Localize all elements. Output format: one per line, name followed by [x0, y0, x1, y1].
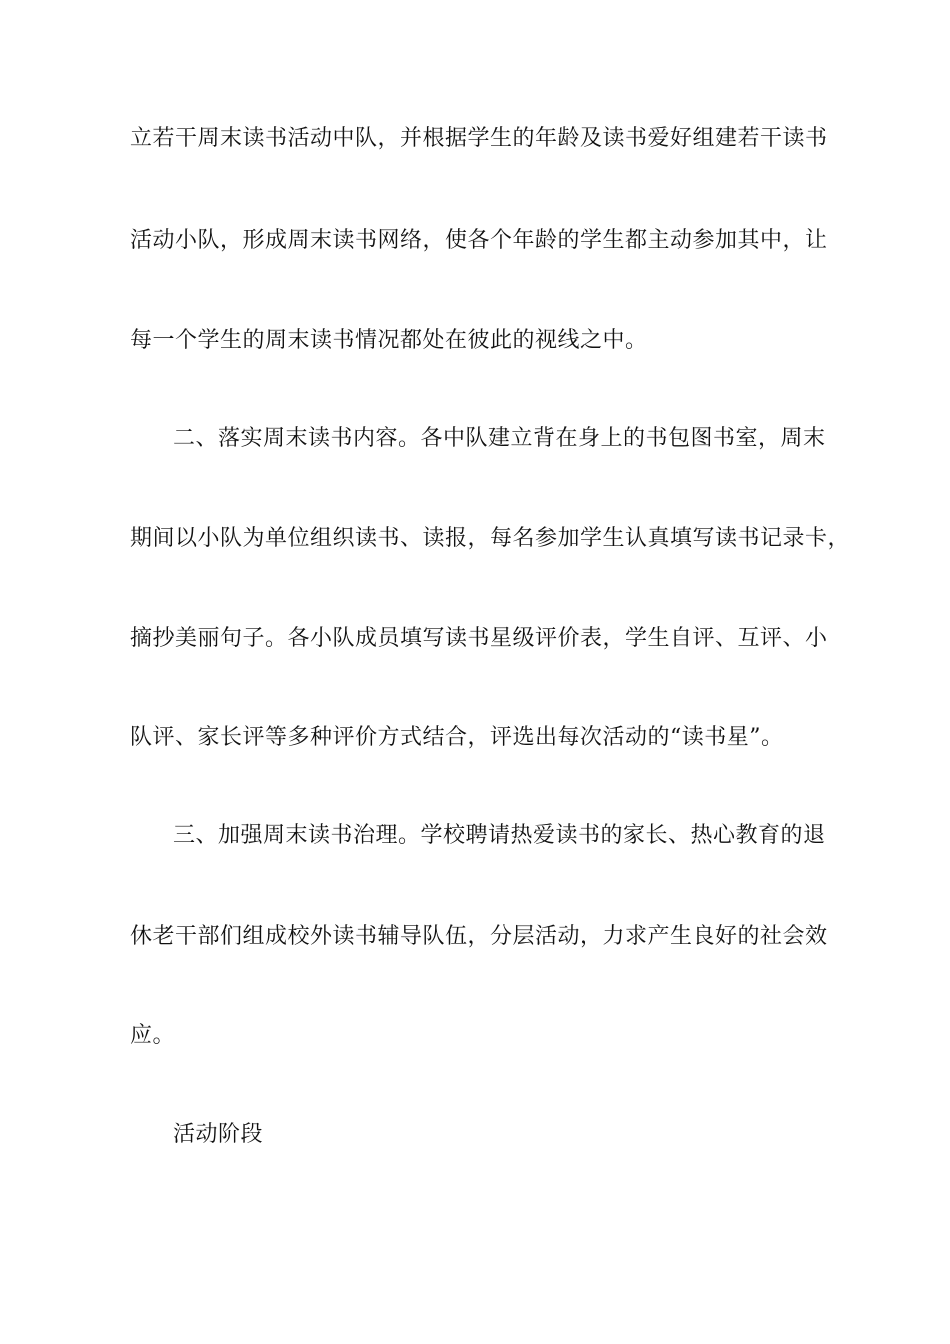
paragraph-line-1: 立若干周末读书活动中队，并根据学生的年龄及读书爱好组建若干读书 [130, 126, 828, 151]
section-two-line-1: 二、落实周末读书内容。各中队建立背在身上的书包图书室，周末 [173, 426, 826, 451]
heading-activity-stage: 活动阶段 [173, 1122, 264, 1147]
section-three-line-2: 休老干部们组成校外读书辅导队伍，分层活动，力求产生良好的社会效 [130, 924, 828, 949]
section-three-line-1: 三、加强周末读书治理。学校聘请热爱读书的家长、热心教育的退 [173, 823, 826, 848]
paragraph-line-2: 活动小队，形成周末读书网络，使各个年龄的学生都主动参加其中，让 [130, 228, 828, 253]
section-two-line-2: 期间以小队为单位组织读书、读报，每名参加学生认真填写读书记录卡， [130, 526, 851, 551]
section-three-line-3: 应。 [130, 1023, 176, 1048]
section-two-line-3: 摘抄美丽句子。各小队成员填写读书星级评价表，学生自评、互评、小 [130, 626, 828, 651]
section-two-line-4: 队评、家长评等多种评价方式结合，评选出每次活动的“读书星”。 [130, 725, 784, 750]
paragraph-line-3: 每一个学生的周末读书情况都处在彼此的视线之中。 [130, 328, 648, 353]
